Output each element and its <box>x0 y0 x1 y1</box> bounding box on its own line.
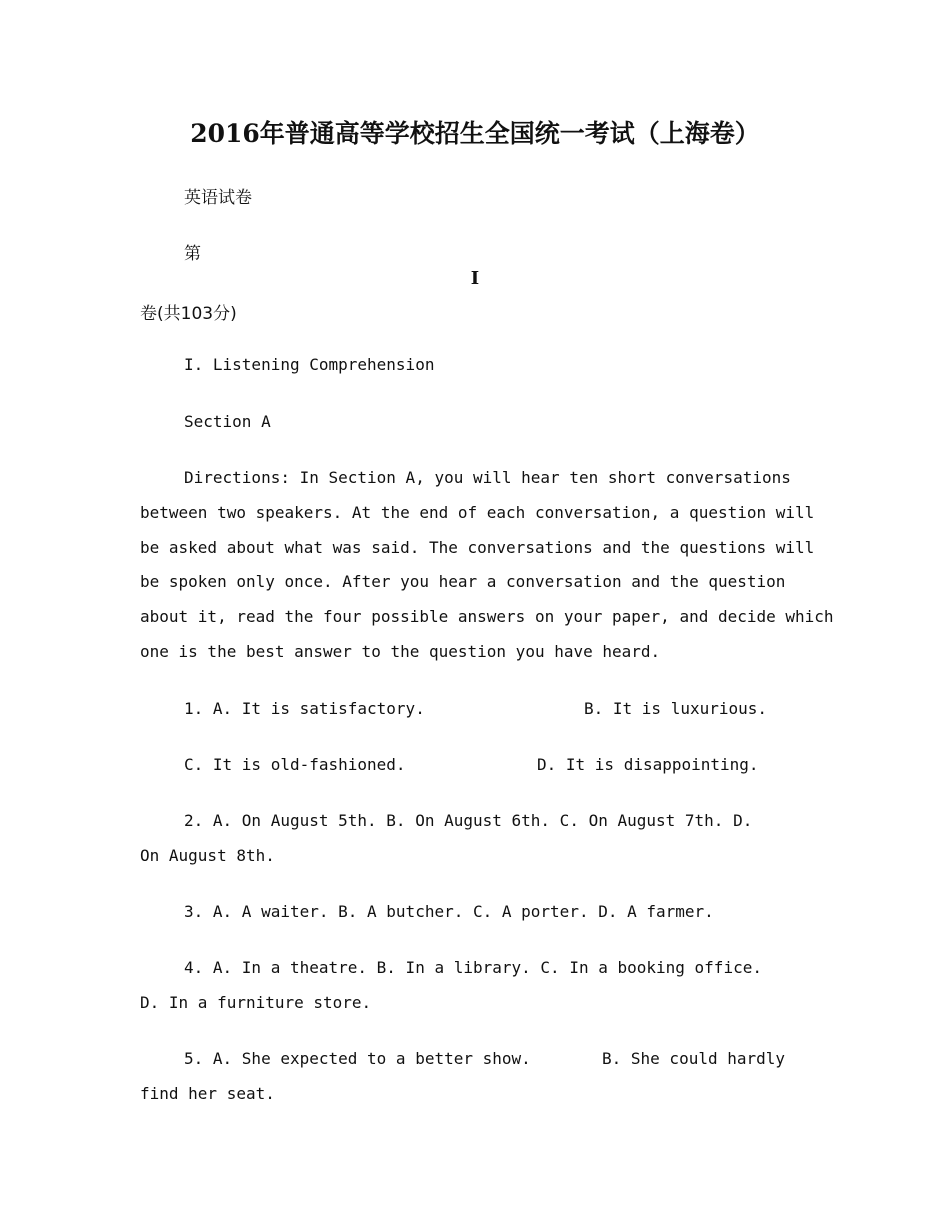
section-heading: I. Listening Comprehension <box>184 355 435 374</box>
directions-line: Directions: In Section A, you will hear ten short conversations <box>184 468 791 487</box>
subject-label: 英语试卷 <box>184 188 252 208</box>
question-2-line-2: On August 8th. <box>140 846 275 865</box>
question-4-line-1: 4. A. In a theatre. B. In a library. C. In a booking office. <box>184 958 762 977</box>
question-5-option-b: B. She could hardly <box>602 1049 786 1068</box>
directions-line: about it, read the four possible answers on your paper, and decide which <box>140 607 834 627</box>
part-suffix: 卷(共103分) <box>140 304 237 324</box>
part-numeral: I <box>470 268 480 289</box>
question-1-option-b: B. It is luxurious. <box>584 699 768 718</box>
question-2-line-1: 2. A. On August 5th. B. On August 6th. C. On August 7th. D. <box>184 811 753 830</box>
question-4-line-2: D. In a furniture store. <box>140 993 372 1012</box>
directions-line: be asked about what was said. The conversations and the questions will <box>140 537 815 557</box>
directions-line: be spoken only once. After you hear a conversation and the question <box>140 572 786 592</box>
directions-line: between two speakers. At the end of each conversation, a question will <box>140 502 815 522</box>
question-3-line-1: 3. A. A waiter. B. A butcher. C. A porter. D. A farmer. <box>184 902 714 921</box>
question-5-option-a: 5. A. She expected to a better show. <box>184 1049 531 1068</box>
question-1-option-a: 1. A. It is satisfactory. <box>184 699 425 718</box>
question-5-line-2: find her seat. <box>140 1084 275 1103</box>
question-1-option-c: C. It is old-fashioned. <box>184 755 406 774</box>
part-prefix: 第 <box>184 244 201 264</box>
directions-paragraph <box>140 461 834 670</box>
question-1-option-d: D. It is disappointing. <box>537 755 759 774</box>
directions-line: one is the best answer to the question you have heard. <box>140 641 661 661</box>
section-a-heading: Section A <box>184 412 271 431</box>
page-title: 2016年普通高等学校招生全国统一考试（上海卷） <box>190 119 760 148</box>
